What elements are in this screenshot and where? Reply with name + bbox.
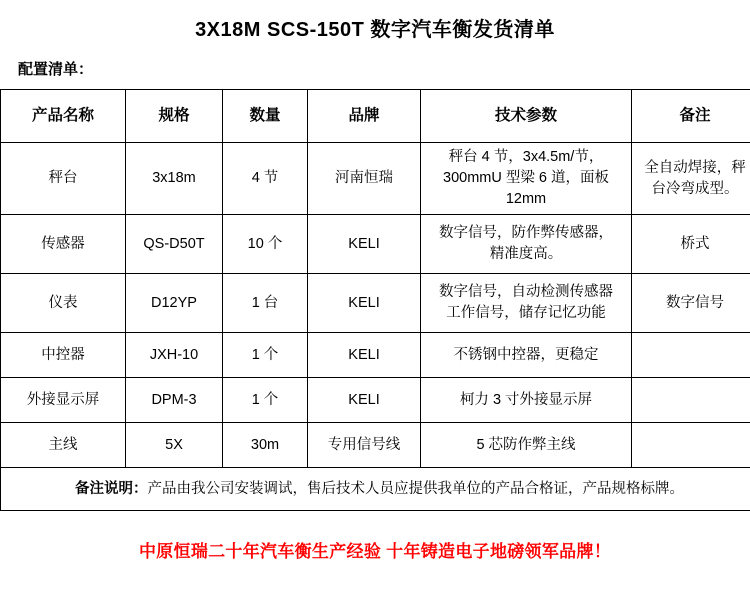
cell-params: 5 芯防作弊主线 bbox=[421, 423, 632, 468]
table-row bbox=[1, 215, 750, 274]
cell-params bbox=[421, 274, 632, 333]
column-header-params: 技术参数 bbox=[421, 90, 632, 143]
cell-params-line2: 300mmU 型梁 6 道，面板 12mm bbox=[443, 170, 609, 208]
cell-params-line1: 数字信号，自动检测传感器 bbox=[439, 284, 613, 301]
cell-params-line2: 工作信号，储存记忆功能 bbox=[446, 305, 606, 322]
cell-qty: 1 台 bbox=[223, 274, 308, 333]
cell-product-name: 传感器 bbox=[1, 215, 126, 274]
table-note-row bbox=[1, 468, 750, 511]
cell-qty: 30m bbox=[223, 423, 308, 468]
column-header-brand: 品牌 bbox=[308, 90, 421, 143]
footer-slogan: 中原恒瑞二十年汽车衡生产经验 十年铸造电子地磅领军品牌！ bbox=[138, 542, 612, 562]
cell-brand: KELI bbox=[308, 378, 421, 423]
cell-qty: 1 个 bbox=[223, 378, 308, 423]
cell-product-name: 仪表 bbox=[1, 274, 126, 333]
cell-params bbox=[421, 215, 632, 274]
subtitle-label: 配置清单： bbox=[18, 61, 94, 78]
cell-remark-line2: 台冷弯成型。 bbox=[651, 180, 739, 197]
cell-spec: 3x18m bbox=[126, 143, 223, 215]
cell-spec: 5X bbox=[126, 423, 223, 468]
table-row bbox=[1, 274, 750, 333]
cell-brand: 河南恒瑞 bbox=[308, 143, 421, 215]
note-label: 备注说明： bbox=[75, 480, 148, 497]
note-text: 产品由我公司安装调试，售后技术人员应提供我单位的产品合格证，产品规格标牌。 bbox=[147, 480, 684, 497]
cell-brand: KELI bbox=[308, 274, 421, 333]
cell-remark bbox=[632, 143, 750, 215]
cell-remark bbox=[632, 378, 750, 423]
cell-product-name: 中控器 bbox=[1, 333, 126, 378]
cell-product-name: 外接显示屏 bbox=[1, 378, 126, 423]
cell-params: 不锈钢中控器，更稳定 bbox=[421, 333, 632, 378]
table-row bbox=[1, 333, 750, 378]
cell-product-name: 主线 bbox=[1, 423, 126, 468]
column-header-spec: 规格 bbox=[126, 90, 223, 143]
cell-params bbox=[421, 143, 632, 215]
cell-remark: 桥式 bbox=[632, 215, 750, 274]
cell-params-line1: 数字信号，防作弊传感器， bbox=[439, 225, 613, 242]
table-row bbox=[1, 143, 750, 215]
cell-brand: KELI bbox=[308, 215, 421, 274]
table-row bbox=[1, 423, 750, 468]
cell-params-line2: 精准度高。 bbox=[489, 246, 563, 263]
cell-qty: 4 节 bbox=[223, 143, 308, 215]
cell-remark-line1: 全自动焊接，秤 bbox=[644, 159, 746, 176]
cell-qty: 1 个 bbox=[223, 333, 308, 378]
column-header-name: 产品名称 bbox=[1, 90, 126, 143]
cell-spec: DPM-3 bbox=[126, 378, 223, 423]
table-header-row bbox=[1, 90, 750, 143]
note-cell bbox=[1, 468, 750, 511]
cell-spec: JXH-10 bbox=[126, 333, 223, 378]
spec-table bbox=[0, 89, 750, 511]
cell-remark: 数字信号 bbox=[632, 274, 750, 333]
cell-params-line1: 秤台 4 节，3x4.5m/节， bbox=[448, 149, 604, 165]
cell-params: 柯力 3 寸外接显示屏 bbox=[421, 378, 632, 423]
page-title: 3X18M SCS-150T 数字汽车衡发货清单 bbox=[195, 19, 555, 41]
column-header-qty: 数量 bbox=[223, 90, 308, 143]
column-header-remark: 备注 bbox=[632, 90, 750, 143]
table-row bbox=[1, 378, 750, 423]
cell-remark bbox=[632, 333, 750, 378]
cell-spec: D12YP bbox=[126, 274, 223, 333]
cell-qty: 10 个 bbox=[223, 215, 308, 274]
cell-brand: 专用信号线 bbox=[308, 423, 421, 468]
cell-remark bbox=[632, 423, 750, 468]
cell-spec: QS-D50T bbox=[126, 215, 223, 274]
cell-product-name: 秤台 bbox=[1, 143, 126, 215]
cell-brand: KELI bbox=[308, 333, 421, 378]
